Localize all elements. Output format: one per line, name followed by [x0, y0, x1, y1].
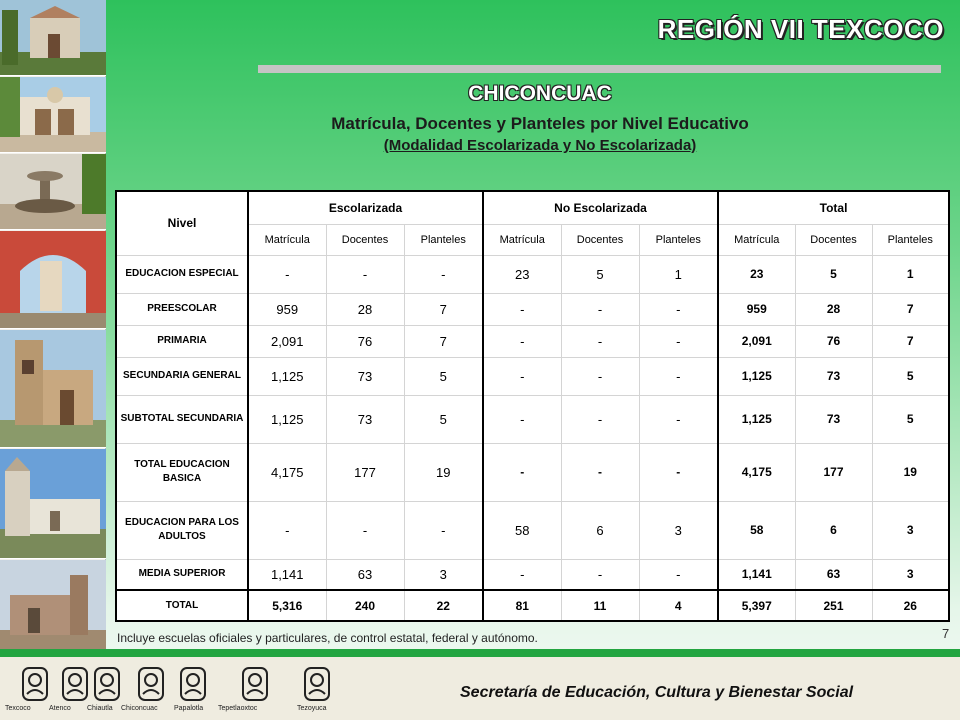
subheader-matricula: Matrícula: [483, 224, 561, 255]
table-cell: 23: [718, 255, 795, 293]
table-cell: 5: [872, 357, 949, 395]
row-label: TOTAL: [116, 590, 248, 621]
agency-name: Secretaría de Educación, Cultura y Bienestar Social: [460, 684, 854, 701]
table-cell: -: [483, 443, 561, 501]
table-row: [116, 357, 949, 395]
table-cell: 7: [872, 293, 949, 325]
table-cell: 6: [795, 501, 872, 559]
table-cell: 4,175: [248, 443, 326, 501]
table-cell: 76: [326, 325, 404, 357]
municipality-label: Tepetlaoxtoc: [218, 705, 258, 712]
table-subtitle: Matrícula, Docentes y Planteles por Nivel Educativo: [331, 114, 749, 133]
table-cell: 5,397: [718, 590, 795, 621]
gate-photo: [0, 231, 106, 329]
table-cell: 7: [404, 293, 483, 325]
table-cell: 81: [483, 590, 561, 621]
ruins-photo: [0, 560, 106, 662]
table-row: [116, 325, 949, 357]
table-cell: 959: [718, 293, 795, 325]
row-label: SUBTOTAL SECUNDARIA: [116, 395, 248, 443]
table-cell: 76: [795, 325, 872, 357]
municipality-label: Papalotla: [174, 705, 204, 712]
table-cell: 73: [795, 357, 872, 395]
table-cell: -: [483, 325, 561, 357]
glyph-icon: [20, 664, 50, 706]
table-cell: 5: [404, 357, 483, 395]
tower-photo: [0, 330, 106, 448]
table-cell: -: [248, 501, 326, 559]
row-label: MEDIA SUPERIOR: [116, 559, 248, 590]
table-cell: -: [483, 357, 561, 395]
table-cell: 3: [404, 559, 483, 590]
table-cell: -: [404, 501, 483, 559]
table-cell: -: [404, 255, 483, 293]
table-cell: 5: [872, 395, 949, 443]
table-cell: -: [639, 395, 718, 443]
table-cell: -: [483, 293, 561, 325]
table-cell: -: [326, 255, 404, 293]
table-cell: 22: [404, 590, 483, 621]
table-row: [116, 293, 949, 325]
subheader-planteles: Planteles: [872, 224, 949, 255]
table-cell: -: [561, 357, 639, 395]
header-nivel: Nivel: [116, 191, 248, 255]
table-cell: -: [561, 293, 639, 325]
municipality-label: Texcoco: [5, 705, 31, 712]
table-cell: 177: [795, 443, 872, 501]
table-cell: 1: [872, 255, 949, 293]
table-cell: 73: [326, 357, 404, 395]
fountain-photo: [0, 154, 106, 230]
table-cell: 23: [483, 255, 561, 293]
table-cell: 26: [872, 590, 949, 621]
header-total: Total: [718, 191, 949, 224]
table-cell: 28: [326, 293, 404, 325]
table-cell: 5: [561, 255, 639, 293]
glyph-icon: [240, 664, 270, 706]
glyph-icon: [60, 664, 90, 706]
table-cell: 1,125: [718, 357, 795, 395]
table-cell: 959: [248, 293, 326, 325]
table-cell: -: [639, 559, 718, 590]
table-cell: 63: [326, 559, 404, 590]
enrollment-table: [115, 190, 950, 622]
subheader-matricula: Matrícula: [248, 224, 326, 255]
table-cell: 28: [795, 293, 872, 325]
table-cell: -: [561, 559, 639, 590]
table-cell: 73: [795, 395, 872, 443]
table-cell: 5,316: [248, 590, 326, 621]
table-cell: 1,125: [248, 395, 326, 443]
title-divider: [258, 65, 941, 73]
table-cell: -: [639, 357, 718, 395]
row-label: EDUCACION PARA LOS ADULTOS: [116, 501, 248, 559]
subheader-planteles: Planteles: [639, 224, 718, 255]
subheader-matricula: Matrícula: [718, 224, 795, 255]
row-label: PRIMARIA: [116, 325, 248, 357]
table-cell: 2,091: [248, 325, 326, 357]
table-cell: 1: [639, 255, 718, 293]
footer-green-band: [0, 649, 960, 657]
table-cell: 3: [872, 501, 949, 559]
row-label: PREESCOLAR: [116, 293, 248, 325]
glyph-icon: [302, 664, 332, 706]
page-number: 7: [942, 626, 950, 641]
table-cell: 251: [795, 590, 872, 621]
table-cell: 3: [639, 501, 718, 559]
table-cell: 4: [639, 590, 718, 621]
table-cell: -: [639, 325, 718, 357]
table-row: [116, 255, 949, 293]
table-cell: 11: [561, 590, 639, 621]
subheader-docentes: Docentes: [795, 224, 872, 255]
modality-subtitle: (Modalidad Escolarizada y No Escolarizada): [383, 137, 697, 154]
convent-photo: [0, 449, 106, 559]
table-cell: 19: [404, 443, 483, 501]
table-row: [116, 443, 949, 501]
row-label: TOTAL EDUCACION BASICA: [116, 443, 248, 501]
subheader-planteles: Planteles: [404, 224, 483, 255]
table-cell: 63: [795, 559, 872, 590]
table-cell: 240: [326, 590, 404, 621]
footnote: Incluye escuelas oficiales y particulares, de control estatal, federal y autónomo.: [117, 631, 538, 645]
table-cell: 58: [483, 501, 561, 559]
table-cell: -: [639, 293, 718, 325]
subheader-docentes: Docentes: [561, 224, 639, 255]
municipality-title: CHICONCUAC: [468, 82, 612, 105]
table-cell: 6: [561, 501, 639, 559]
table-cell: -: [483, 395, 561, 443]
table-cell: 1,125: [718, 395, 795, 443]
table-cell: 2,091: [718, 325, 795, 357]
church-photo: [0, 0, 106, 76]
row-label: EDUCACION ESPECIAL: [116, 255, 248, 293]
table-row: [116, 559, 949, 590]
header-escolarizada: Escolarizada: [248, 191, 483, 224]
table-cell: -: [483, 559, 561, 590]
subheader-docentes: Docentes: [326, 224, 404, 255]
municipality-label: Chiconcuac: [121, 705, 158, 712]
table-cell: 4,175: [718, 443, 795, 501]
table-cell: 3: [872, 559, 949, 590]
glyph-icon: [136, 664, 166, 706]
table-cell: 58: [718, 501, 795, 559]
table-cell: -: [248, 255, 326, 293]
table-cell: 1,141: [718, 559, 795, 590]
table-cell: 19: [872, 443, 949, 501]
table-cell: 7: [872, 325, 949, 357]
table-cell: 1,141: [248, 559, 326, 590]
table-cell: -: [561, 325, 639, 357]
table-cell: -: [561, 395, 639, 443]
table-cell: 5: [404, 395, 483, 443]
table-cell: 5: [795, 255, 872, 293]
municipality-label: Tezoyuca: [297, 705, 327, 712]
table-cell: 177: [326, 443, 404, 501]
region-title: REGIÓN VII TEXCOCO: [657, 14, 944, 44]
glyph-icon: [92, 664, 122, 706]
glyph-icon: [178, 664, 208, 706]
table-row: [116, 395, 949, 443]
table-cell: -: [639, 443, 718, 501]
header-no-escolarizada: No Escolarizada: [483, 191, 718, 224]
municipality-label: Atenco: [49, 705, 71, 712]
table-row: [116, 590, 949, 621]
municipality-label: Chiautla: [87, 705, 113, 712]
table-cell: -: [326, 501, 404, 559]
table-cell: 73: [326, 395, 404, 443]
table-row: [116, 501, 949, 559]
table-cell: 7: [404, 325, 483, 357]
row-label: SECUNDARIA GENERAL: [116, 357, 248, 395]
table-cell: 1,125: [248, 357, 326, 395]
table-cell: -: [561, 443, 639, 501]
